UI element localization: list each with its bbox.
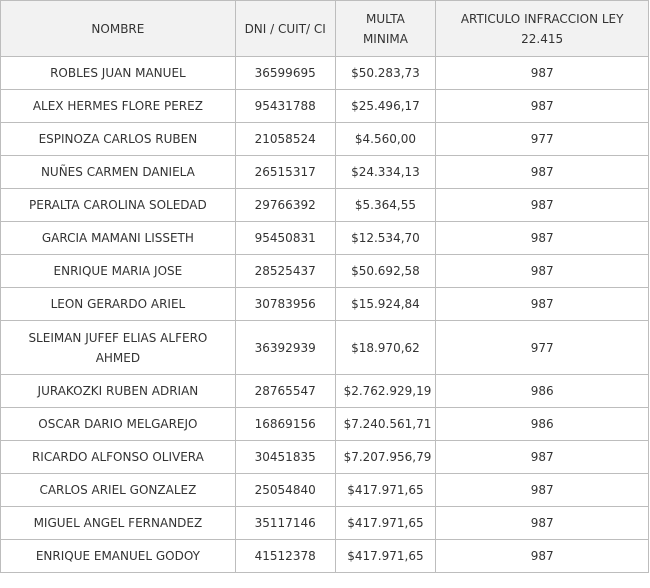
table-row — [1, 57, 649, 90]
cell-nombre: ESPINOZA CARLOS RUBEN — [1, 123, 236, 156]
cell-articulo: 987 — [436, 90, 649, 123]
cell-multa: $50.283,73 — [335, 57, 436, 90]
cell-nombre: LEON GERARDO ARIEL — [1, 288, 236, 321]
cell-dni: 26515317 — [235, 156, 335, 189]
table-row — [1, 474, 649, 507]
cell-dni: 29766392 — [235, 189, 335, 222]
cell-articulo: 986 — [436, 375, 649, 408]
cell-nombre: GARCIA MAMANI LISSETH — [1, 222, 236, 255]
cell-dni: 21058524 — [235, 123, 335, 156]
cell-nombre: SLEIMAN JUFEF ELIAS ALFERO AHMED — [1, 321, 236, 375]
cell-multa: $50.692,58 — [335, 255, 436, 288]
cell-multa: $4.560,00 — [335, 123, 436, 156]
cell-dni: 95431788 — [235, 90, 335, 123]
table-row — [1, 321, 649, 375]
cell-multa: $25.496,17 — [335, 90, 436, 123]
cell-multa: $24.334,13 — [335, 156, 436, 189]
cell-nombre: ENRIQUE EMANUEL GODOY — [1, 540, 236, 573]
cell-articulo: 987 — [436, 57, 649, 90]
cell-dni: 30451835 — [235, 441, 335, 474]
table-row — [1, 441, 649, 474]
table-row — [1, 540, 649, 573]
cell-multa: $417.971,65 — [335, 474, 436, 507]
cell-nombre: NUÑES CARMEN DANIELA — [1, 156, 236, 189]
cell-multa: $417.971,65 — [335, 540, 436, 573]
table-row — [1, 408, 649, 441]
header-nombre: NOMBRE — [1, 1, 236, 57]
cell-dni: 28765547 — [235, 375, 335, 408]
cell-multa: $417.971,65 — [335, 507, 436, 540]
cell-multa: $2.762.929,19 — [335, 375, 436, 408]
header-row — [1, 1, 649, 57]
table-row — [1, 375, 649, 408]
cell-nombre: CARLOS ARIEL GONZALEZ — [1, 474, 236, 507]
cell-nombre: RICARDO ALFONSO OLIVERA — [1, 441, 236, 474]
cell-articulo: 986 — [436, 408, 649, 441]
cell-articulo: 987 — [436, 507, 649, 540]
cell-multa: $18.970,62 — [335, 321, 436, 375]
cell-multa: $12.534,70 — [335, 222, 436, 255]
table-row — [1, 189, 649, 222]
cell-articulo: 977 — [436, 123, 649, 156]
cell-nombre: ROBLES JUAN MANUEL — [1, 57, 236, 90]
header-articulo: ARTICULO INFRACCION LEY 22.415 — [436, 1, 649, 57]
table-row — [1, 255, 649, 288]
table-row — [1, 123, 649, 156]
table-row — [1, 90, 649, 123]
header-multa: MULTA MINIMA — [335, 1, 436, 57]
cell-dni: 41512378 — [235, 540, 335, 573]
cell-multa: $7.207.956,79 — [335, 441, 436, 474]
cell-articulo: 987 — [436, 474, 649, 507]
cell-articulo: 987 — [436, 222, 649, 255]
cell-nombre: ALEX HERMES FLORE PEREZ — [1, 90, 236, 123]
table-row — [1, 222, 649, 255]
cell-dni: 35117146 — [235, 507, 335, 540]
cell-nombre: MIGUEL ANGEL FERNANDEZ — [1, 507, 236, 540]
cell-dni: 28525437 — [235, 255, 335, 288]
cell-articulo: 987 — [436, 255, 649, 288]
table-row — [1, 288, 649, 321]
cell-dni: 95450831 — [235, 222, 335, 255]
cell-multa: $5.364,55 — [335, 189, 436, 222]
table-row — [1, 156, 649, 189]
cell-multa: $15.924,84 — [335, 288, 436, 321]
cell-nombre: JURAKOZKI RUBEN ADRIAN — [1, 375, 236, 408]
cell-articulo: 987 — [436, 540, 649, 573]
cell-dni: 36599695 — [235, 57, 335, 90]
header-dni: DNI / CUIT/ CI — [235, 1, 335, 57]
cell-articulo: 987 — [436, 156, 649, 189]
cell-dni: 30783956 — [235, 288, 335, 321]
cell-nombre: OSCAR DARIO MELGAREJO — [1, 408, 236, 441]
cell-dni: 25054840 — [235, 474, 335, 507]
cell-dni: 16869156 — [235, 408, 335, 441]
cell-articulo: 987 — [436, 441, 649, 474]
cell-articulo: 987 — [436, 288, 649, 321]
cell-articulo: 987 — [436, 189, 649, 222]
cell-articulo: 977 — [436, 321, 649, 375]
cell-dni: 36392939 — [235, 321, 335, 375]
cell-multa: $7.240.561,71 — [335, 408, 436, 441]
cell-nombre: PERALTA CAROLINA SOLEDAD — [1, 189, 236, 222]
cell-nombre: ENRIQUE MARIA JOSE — [1, 255, 236, 288]
table-row — [1, 507, 649, 540]
